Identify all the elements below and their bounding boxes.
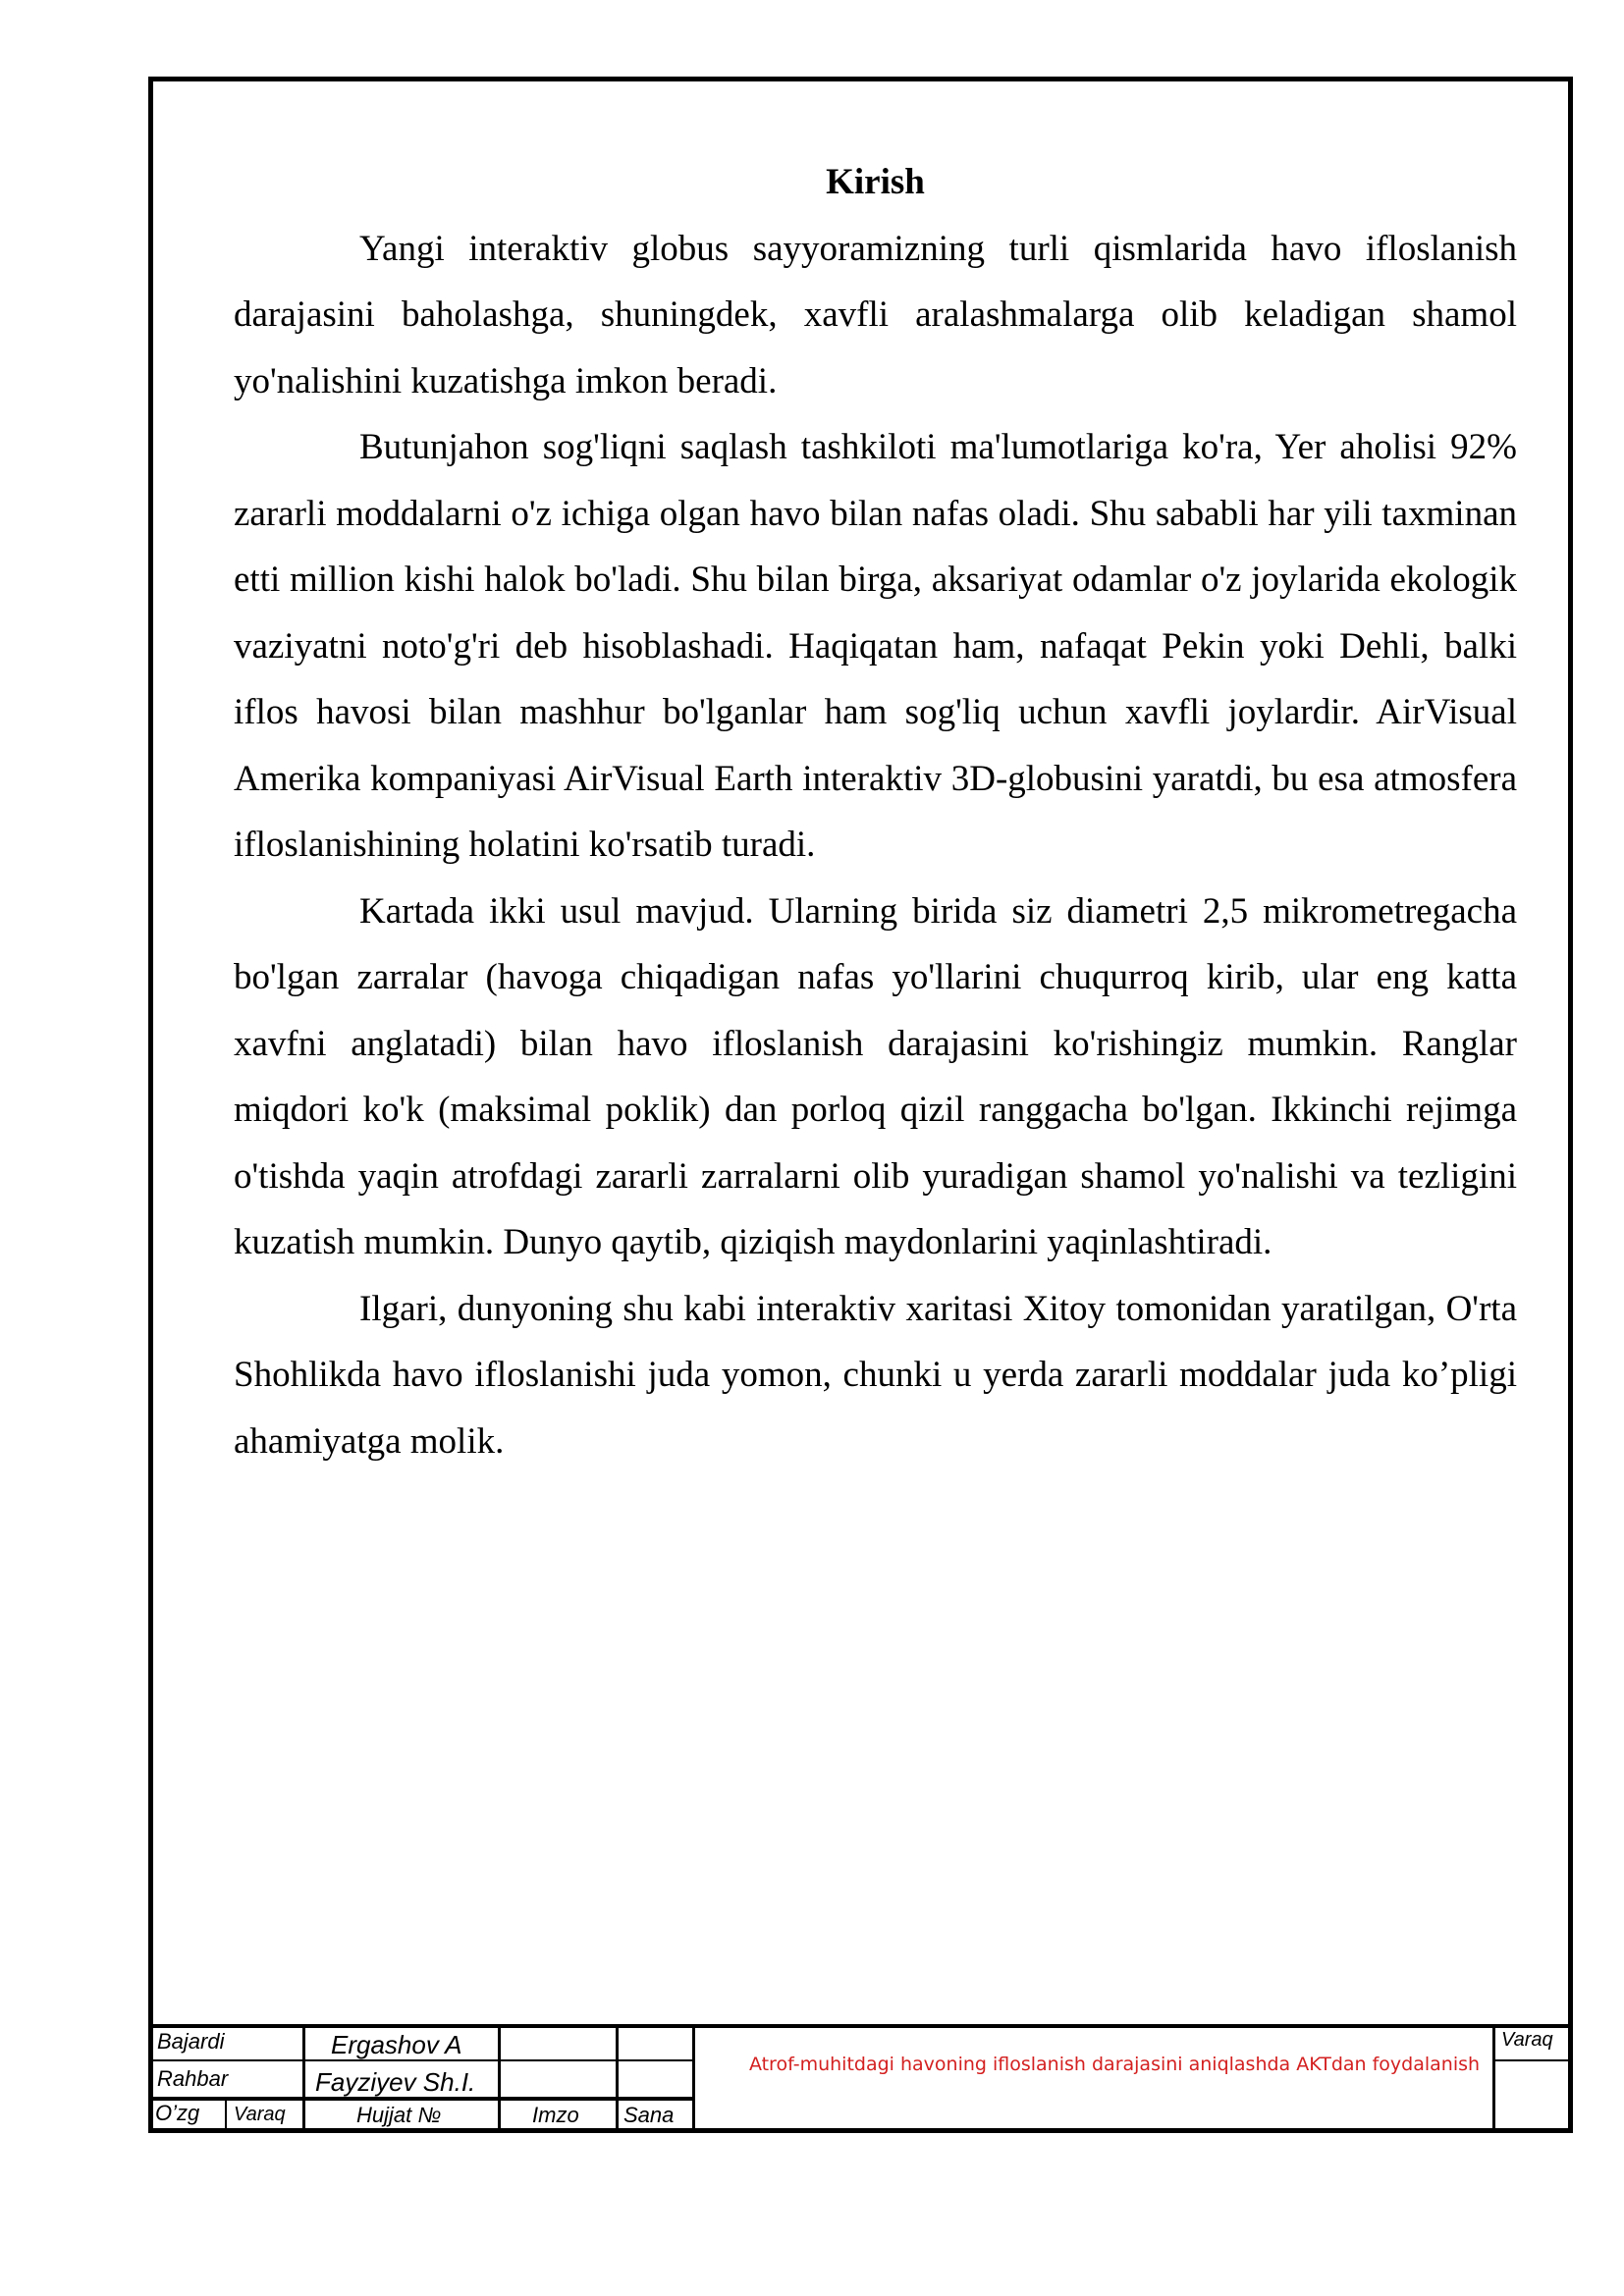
title-block-vline-6	[1492, 2024, 1495, 2133]
title-block-vline-5	[692, 2024, 695, 2133]
title-block-vline-2	[302, 2024, 305, 2133]
rahbar-label: Rahbar	[157, 2066, 229, 2091]
varaq-label: Varaq	[234, 2104, 286, 2125]
hujjat-label: Hujjat №	[356, 2103, 442, 2127]
bajardi-label: Bajardi	[157, 2029, 225, 2054]
title-block-vline-4	[616, 2024, 619, 2133]
title-block-vline-1	[225, 2097, 227, 2133]
paragraph-2: Butunjahon sog'liqni saqlash tashkiloti ma'lumotlariga ko'ra, Yer aholisi 92% zararli moddalarni o'z ichiga olgan havo bilan nafas oladi. Shu sababli har yili taxminan etti million kishi halok bo'ladi. Shu bilan birga, aksariyat odamlar o'z joylarida ekologik vaziyatni noto'g'ri deb hisoblashadi. Haqiqatan ham, nafaqat Pekin yoki Dehli, balki iflos havosi bilan mashhur bo'lganlar ham sog'liq uchun xavfli joylardir. AirVisual Amerika kompaniyasi AirVisual Earth interaktiv 3D-globusini yaratdi, bu esa atmosfera ifloslanishining holatini ko'rsatib turadi.	[234, 427, 1517, 865]
paragraph-4: Ilgari, dunyoning shu kabi interaktiv xaritasi Xitoy tomonidan yaratilgan, O'rta Shohlikda havo ifloslanishi juda yomon, chunki u yerda zararli moddalar juda ko’pligi ahamiyatga molik.	[234, 1288, 1517, 1462]
bajardi-name: Ergashov A	[331, 2030, 462, 2059]
paragraph-3: Kartada ikki usul mavjud. Ularning birida siz diametri 2,5 mikrometregacha bo'lgan zarralar (havoga chiqadigan nafas yo'llarini chuqurroq kirib, ular eng katta xavfni anglatadi) bilan havo ifloslanish darajasini ko'rishingiz mumkin. Ranglar miqdori ko'k (maksimal poklik) dan porloq qizil ranggacha bo'lgan. Ikkinchi rejimga o'tishda yaqin atrofdagi zararli zarralarni olib yuradigan shamol yo'nalishi va tezligini kuzatish mumkin. Dunyo qaytib, qiziqish maydonlarini yaqinlashtiradi.	[234, 890, 1517, 1262]
title-block-top-line	[148, 2024, 1573, 2028]
imzo-label: Imzo	[532, 2103, 579, 2127]
document-subject-title: Atrof-muhitdagi havoning ifloslanish darajasini aniqlashda AKTdan foydalanish	[748, 2054, 1481, 2075]
rahbar-name: Fayziyev Sh.I.	[315, 2067, 476, 2097]
document-title: Kirish	[826, 162, 925, 202]
paragraph-1: Yangi interaktiv globus sayyoramizning turli qismlarida havo ifloslanish darajasini baholashga, shuningdek, xavfli aralashmalarga olib keladigan shamol yo'nalishini kuzatishga imkon beradi.	[234, 228, 1517, 401]
varaq-corner-label: Varaq	[1501, 2029, 1553, 2051]
document-body	[234, 149, 1517, 1474]
ozg-label: O’zg	[155, 2101, 200, 2125]
sana-label: Sana	[623, 2103, 675, 2127]
title-block-vline-3	[498, 2024, 501, 2133]
title-block	[148, 2024, 1573, 2133]
